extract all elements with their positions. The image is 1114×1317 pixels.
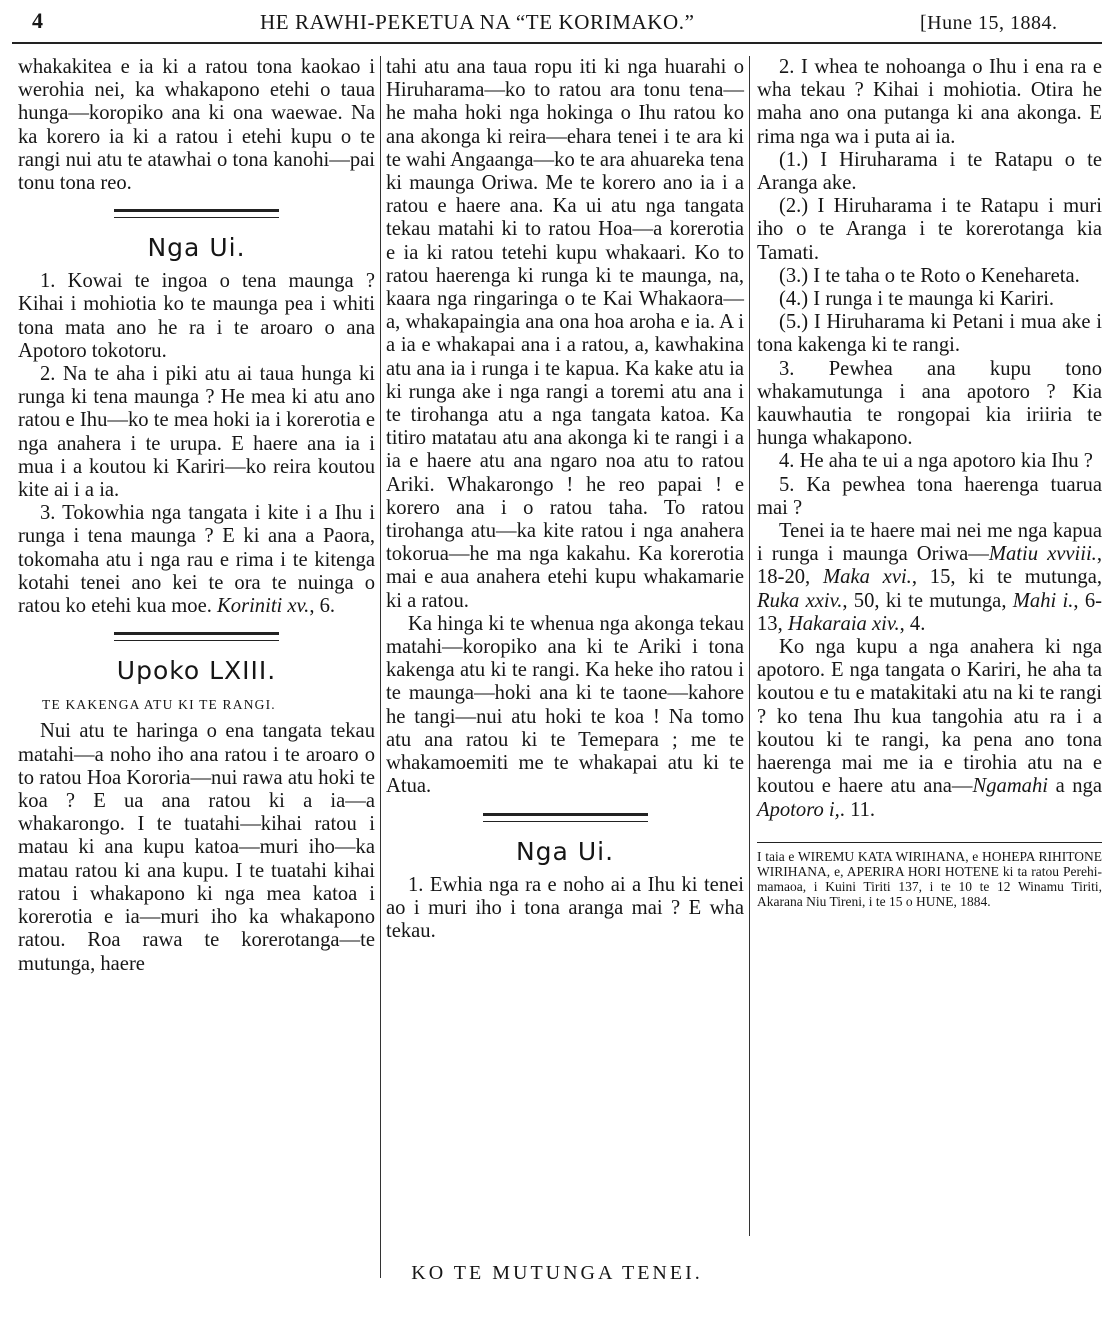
scripture-reference: Matiu xvviii. xyxy=(988,543,1097,566)
answer-item: (1.) I Hiruharama i te Ratapu o te Aranga ake. xyxy=(757,148,1102,195)
scripture-reference: Ngamahi xyxy=(972,775,1049,798)
section-divider xyxy=(114,632,279,641)
chapter-heading: Upoko LXIII. xyxy=(116,656,277,686)
closing-line: KO TE MUTUNGA TENEI. xyxy=(411,1262,703,1284)
section-heading: Nga Ui. xyxy=(515,836,615,866)
reference-verse: , 50, ki te mutunga, xyxy=(842,589,1007,612)
paragraph xyxy=(757,636,1102,822)
question-2: 2. I whea te nohoanga o Ihu i ena ra e wha tekau ? Kihai i mohiotia. Otira he maha ano ona putanga ki ana akonga. E rima nga wa i puta ai ia. xyxy=(757,56,1102,148)
column-divider xyxy=(380,56,381,1278)
reference-verse: , 15, ki te mutunga, xyxy=(911,566,1102,589)
imprint-text: I taia e WIREMU KATA WIRIHANA, e HOHEPA RIHITONE WIRIHANA, e, APERIRA HORI HOTENE ki ta ratou Perehi-mamaoa, i Kuini Tiriti 137, i te 10 te 12 Winamu Tiriti, Akarana Niu Tireni, i te 15 o HUNE, 1884. xyxy=(757,848,1102,909)
running-title: HE RAWHI-PEKETUA NA “TE KORIMAKO.” xyxy=(260,10,695,34)
question-1: 1. Ewhia nga ra e noho ai a Ihu ki tenei ao i muri iho i tona aranga mai ? E wha tekau. xyxy=(386,873,744,942)
reference-verse: , 6. xyxy=(309,595,336,618)
question-text: 3. Tokowhia nga tangata i kite i a Ihu i runga i tena maunga ? E ki ana a Paora, tokomaha atu i nga rau e rima i te kitenga kotahi tenei ano kei te ora te nuinga o ratou ko etehi kua moe. xyxy=(18,502,375,618)
question-1: 1. Kowai te ingoa o tena maunga ? Kihai i mohiotia ko te maunga pea i whiti tona mata ano he ra i te aroaro o ana Apotoro tokotoru. xyxy=(18,270,375,362)
question-2: 2. Na te aha i piki atu ai taua hunga ki runga ki tena maunga ? He mea ki atu ano ratou e Ihu—ko te mea hoki ia i korerotia e nga anahera i te urupa. E haere ana ia i mua i a koutou ki Kariri—ko reira koutou kite ai i a ia. xyxy=(18,363,375,502)
question-5: 5. Ka pewhea tona haerenga tuarua mai ? xyxy=(757,473,1102,519)
chapter-subheading: TE KAKENGA ATU KI TE RANGI. xyxy=(42,697,276,713)
paragraph: whakakitea e ia ki a ratou tona kaokao i werohia nei, ka whakapono etehi o taua hunga—koropiko ana ki ona waewae. Na ka korero ia ki a ratou i etehi kupu o te rangi nui atu te atawhai o tona kanohi—pai tonu tona reo. xyxy=(18,56,375,195)
answer-item: (2.) I Hiruharama i te Ratapu i muri iho o te Aranga i te korerotanga kia Tamati. xyxy=(757,195,1102,264)
issue-date: [Hune 15, 1884. xyxy=(920,12,1058,34)
section-heading: Nga Ui. xyxy=(147,233,246,263)
reference-connector: a nga xyxy=(1048,775,1102,798)
question-3: 3. Pewhea ana kupu tono whakamutunga i ana apotoro ? Kia kauwhautia te rongopai kia iriiria te hunga whakapono. xyxy=(757,357,1102,450)
reference-verse: , 18-20, xyxy=(757,543,1102,589)
column-2 xyxy=(386,56,744,943)
scripture-reference: Mahi i. xyxy=(1012,589,1074,612)
paragraph: Nui atu te haringa o ena tangata tekau matahi—a noho iho ana ratou i te aroaro o to ratou Hoa Kororia—nui rawa atu hoki te koa ? E ua ana ratou ki a ia—a whakarongo. I te tuatahi—kihai ratou i matau ki ana kupu katoa—muri iho—ka matau ratou ki ana kupu. I te tuatahi kihai ratou i whakapono ki nga mea katoa i korerotia e ia—muri iho ka whakapono ratou. Roa rawa te korerotanga—te mutunga, haere xyxy=(18,720,375,975)
column-divider xyxy=(749,56,750,1236)
column-1 xyxy=(18,56,375,976)
section-divider xyxy=(483,813,648,822)
page-number: 4 xyxy=(32,8,43,33)
section-divider xyxy=(114,209,279,218)
scripture-reference: Ruka xxiv. xyxy=(757,589,843,612)
page-header xyxy=(20,8,1102,42)
answer-paragraph xyxy=(757,520,1102,636)
printer-imprint xyxy=(757,842,1102,909)
question-4: 4. He aha te ui a nga apotoro kia Ihu ? xyxy=(779,450,1093,473)
question-3 xyxy=(18,502,375,618)
reference-verse: , 6-13, xyxy=(757,589,1102,635)
answer-item: (5.) I Hiruharama ki Petani i mua ake i tona kakenga ki te rangi. xyxy=(757,311,1102,357)
reference-verse: , 4. xyxy=(899,612,926,635)
answer-item: (4.) I runga i te maunga ki Kariri. xyxy=(779,288,1055,311)
scripture-reference: Koriniti xv. xyxy=(217,595,310,618)
scripture-reference: Maka xvi. xyxy=(823,566,912,589)
column-3 xyxy=(757,56,1102,909)
paragraph: Ka hinga ki te whenua nga akonga tekau matahi—koropiko ana ki te Ariki i tona kakenga atu ki te rangi. Ka heke iho ratou i te maunga—hoki ana ki te taone—kahore he tangi—nui atu hoki te koa ! Na tomo atu ana ratou ki te Temepara ; me te whakamoemiti me te whakapai atu ki te Atua. xyxy=(386,612,744,798)
header-rule xyxy=(12,42,1102,44)
scripture-reference: Apotoro i, xyxy=(757,798,840,821)
paragraph: tahi atu ana taua ropu iti ki nga huarahi o Hiruharama—ko to ratou ara tonu tena—he maha hoki nga hokinga o Ihu ratou ko ana akonga ki reira—ehara tenei i te ara ki te wahi Angaanga—ko te ara ahuareka tena ki maunga Oriwa. Me te korero ano ia i a ratou e haere ana. Ka ui atu nga tangata tekau matahi ki to ratou Hoa—a korerotia e ia ki ratou tetehi kupu whakaari. Ko to ratou haerenga ki runga ki te maunga, na, kaara nga ringaringa o te Kai Whakaora—a, whakapaingia ana ona hoa aroha e ia. A i a ia e whakapai ana i a ratou, a, kawhakina atu ana ia i runga i te kapua. Ka kake atu ia ki runga ake i nga rangi a toremi atu ana i te tirohanga atu a nga tangata katoa. Ka titiro matatau atu ana akonga ki te rangi i a ia e haere atu ana ngaro noa atu to ratou Ariki. Whakarongo ! he reo papai ! e korero ana i o ratou taha. To ratou tirohanga atu—ka kite ratou i nga anahera tokorua—he ma nga kakahu. Ka korerotia mai e aua anahera etehi kupu whakamarie ki a ratou. xyxy=(386,56,744,612)
paragraph-text: Ko nga kupu a nga anahera ki nga apotoro. E nga tangata o Kariri, he aha ta koutou e tu e matakitaki atu na ki te rangi ? ko tena Ihu kua tangohia atu ra i a koutou ki te rangi, ka pena ano tona haerenga mai me ia e tirohia atu na e koutou e haere atu ana— xyxy=(757,636,1102,798)
reference-verse: . 11. xyxy=(839,798,876,821)
answer-item: (3.) I te taha o te Roto o Kenehareta. xyxy=(779,264,1080,287)
answer-text: Tenei ia te haere mai nei me nga kapua i runga i maunga Oriwa— xyxy=(757,520,1102,566)
scripture-reference: Hakaraia xiv. xyxy=(787,612,900,635)
